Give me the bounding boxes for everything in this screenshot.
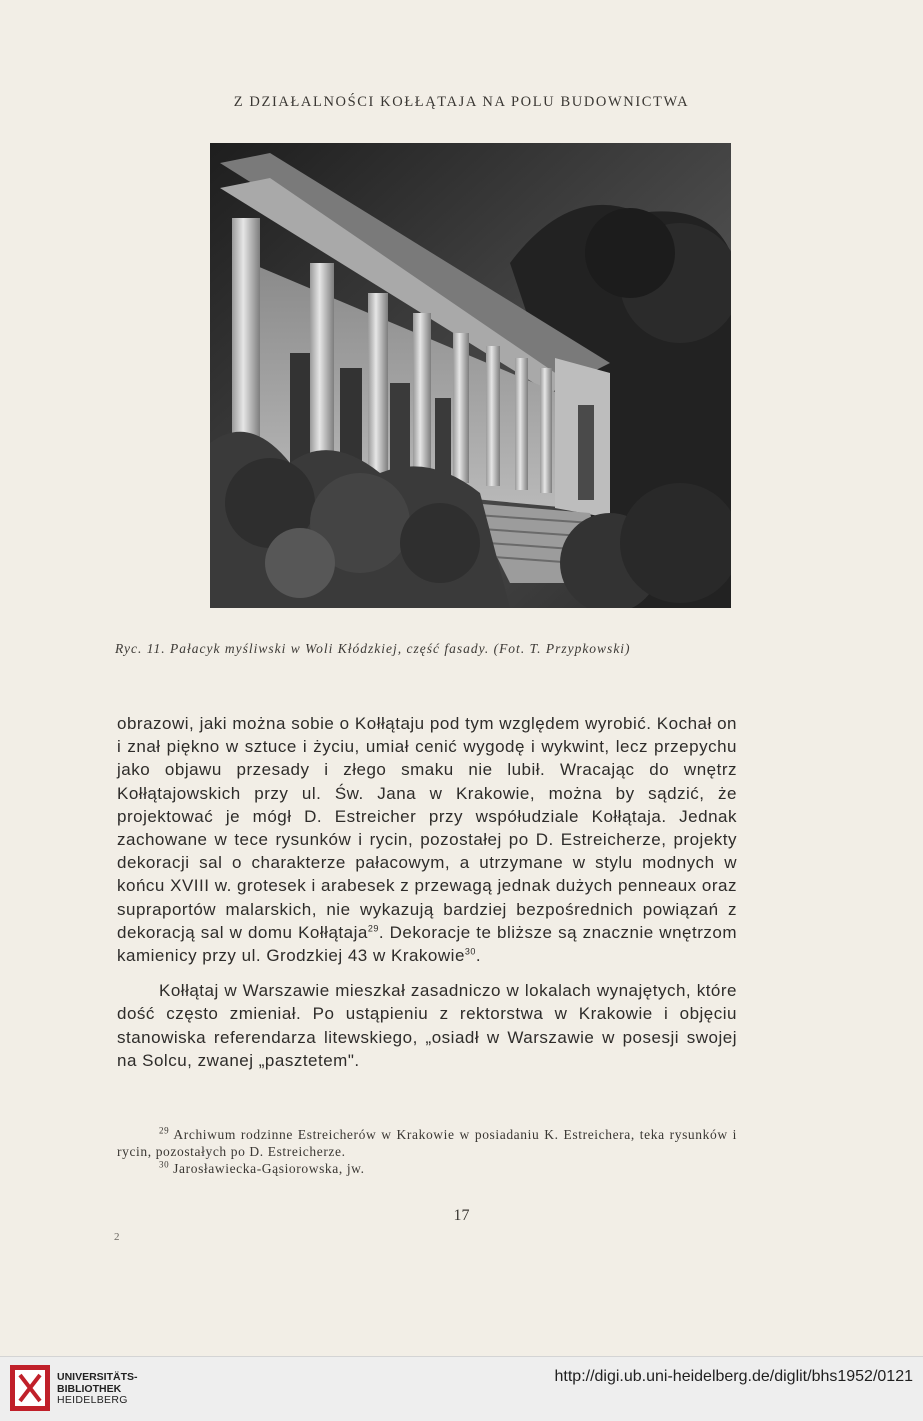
body-text [117, 712, 737, 1072]
running-title: Z DZIAŁALNOŚCI KOŁŁĄTAJA NA POLU BUDOWNICTWA [233, 94, 690, 110]
footnote-ref: 30 [464, 946, 476, 957]
margin-mark: 2 [114, 1231, 120, 1243]
footnote-text: Jarosławiecka-Gąsiorowska, jw. [169, 1161, 365, 1176]
footnote-text: Archiwum rodzinne Estreicherów w Krakowie w posiadaniu K. Estreichera, teka rysunków i rycin, pozostałych po D. Estreicherze. [117, 1127, 737, 1159]
library-name-line: BIBLIOTHEK [57, 1382, 122, 1395]
footnote [117, 1126, 737, 1160]
footnote-ref: 29 [367, 923, 379, 934]
paragraph-text: . [475, 946, 482, 966]
paragraph-text: obrazowi, jaki można sobie o Kołłątaju pod tym względem wyrobić. Kochał on i znał piękno w sztuce i życiu, umiał cenić wygodę i wykwint, lecz przepychu jako objawu przesady i złego smaku nie lubił. Wracając do wnętrz Kołłątajowskich przy ul. Św. Jana w Krakowie, można by sądzić, że projektować je mógł D. Estreicher przy współudziale Kołłątaja. Jednak zachowane w tece rysunków i rycin, pozostałej po D. Estreicherze, projekty dekoracji sal o charakterze pałacowym, a utrzymane w stylu modnych w końcu XVIII w. grotesek i arabesek z przewagą jednak dużych penneaux oraz supraportów malarskich, nie wykazują bardziej bezpośrednich powiązań z dekoracją sal w domu Kołłątaja [117, 714, 737, 942]
library-name-line: UNIVERSITÄTS- [57, 1371, 138, 1383]
page-number: 17 [453, 1207, 470, 1224]
footer-bar [0, 1356, 923, 1421]
figure-caption: Ryc. 11. Pałacyk myśliwski w Woli Kłódzkiej, część fasady. (Fot. T. Przypkowski) [115, 641, 631, 656]
paragraph: Kołłątaj w Warszawie mieszkał zasadniczo w lokalach wynajętych, które dość często zmieniał. Po ustąpieniu z rektorstwa w Krakowie i objęciu stanowiska referendarza litewskiego, „osiadł w Warszawie w posesji swojej na Solcu, zwanej „pasztetem". [117, 981, 737, 1070]
footnote [117, 1160, 737, 1177]
footnote-number: 29 [159, 1125, 170, 1136]
footnotes [117, 1126, 737, 1177]
library-logo-icon[interactable] [8, 1363, 52, 1413]
library-name [57, 1372, 138, 1407]
footnote-number: 30 [159, 1159, 170, 1170]
library-name-line: HEIDELBERG [57, 1394, 128, 1406]
permalink-url[interactable]: http://digi.ub.uni-heidelberg.de/diglit/bhs1952/0121 [554, 1368, 913, 1385]
paragraph [117, 712, 737, 967]
figure-photo-palace-facade [210, 143, 731, 608]
paragraph-text: . Dekoracje te bliższe są znacznie wnętrzom kamienicy przy ul. Grodzkiej 43 w Krakowie [117, 922, 737, 966]
